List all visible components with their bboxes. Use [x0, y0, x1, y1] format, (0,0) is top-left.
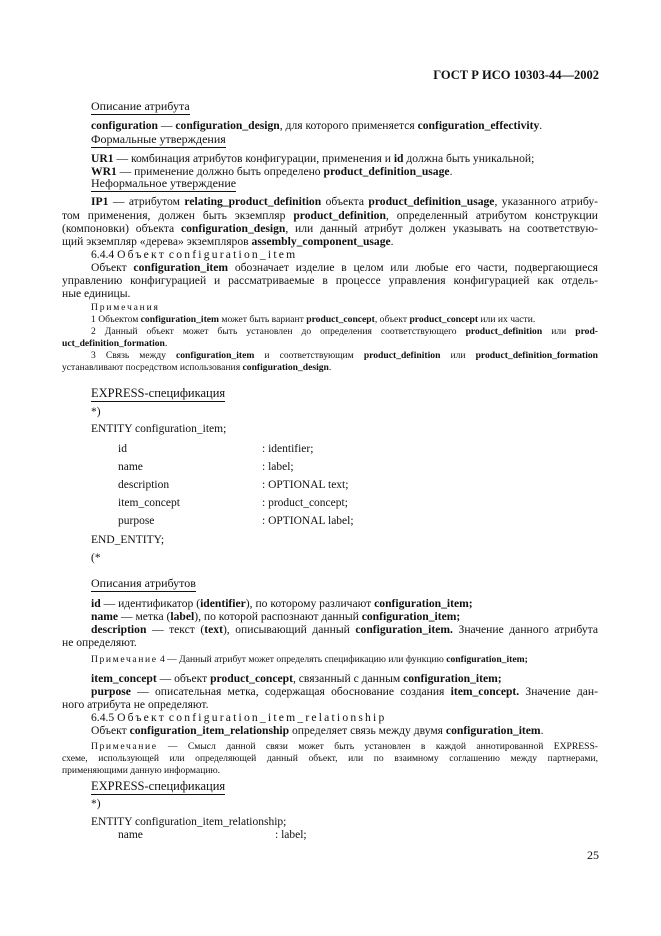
- page-number: 25: [587, 848, 599, 862]
- express-open-comment-2: *): [91, 798, 101, 810]
- attr-type: : OPTIONAL text;: [262, 479, 349, 491]
- notes-title: Примечания: [91, 302, 160, 313]
- attribute-description-title: Описание атрибута: [91, 99, 190, 113]
- ip1-line-3: (компоновки) объекта configuration_design, или данный атрибут должен указывать на соответствую-: [62, 222, 599, 235]
- ur1-line: UR1 — комбинация атрибутов конфигурации, применения и id должна быть уникальной;: [91, 152, 535, 165]
- entity-declaration-2: ENTITY configuration_item_relationship;: [91, 816, 287, 828]
- express-open-comment: *): [91, 406, 101, 418]
- attr-name: item_concept: [118, 497, 180, 509]
- description-description: description — текст (text), описывающий данный configuration_item. Значение данного атрибута: [91, 623, 598, 636]
- name-description: name — метка (label), по которой распознают данный configuration_item;: [91, 610, 461, 623]
- attr-type: : OPTIONAL label;: [262, 515, 354, 527]
- attr-name: purpose: [118, 515, 155, 527]
- informal-proposition-title: Неформальное утверждение: [91, 176, 237, 190]
- description-description-cont: не определяют.: [62, 636, 137, 649]
- relationship-note-line-2: схеме, использующей или определяющей данный объект, или по взаимному соглашению между партнерами,: [62, 753, 598, 764]
- attr-name: name: [118, 829, 143, 841]
- configuration-item-para-line-3: ные единицы.: [62, 287, 131, 300]
- configuration-item-para-line-2: управлению конфигурацией и рассматриваемые в процессе управления конфигурацией как отдель-: [62, 274, 598, 287]
- item-concept-description: item_concept — объект product_concept, связанный с данным configuration_item;: [91, 672, 502, 685]
- wr1-line: WR1 — применение должно быть определено product_definition_usage.: [91, 165, 453, 178]
- attr-type: : identifier;: [262, 443, 314, 455]
- express-spec-title: EXPRESS-спецификация: [91, 386, 226, 400]
- attr-name: name: [118, 461, 143, 473]
- id-description: id — идентификатор (identifier), по которому различают configuration_item;: [91, 597, 473, 610]
- ip1-line-1: IP1 — атрибутом relating_product_definition объекта product_definition_usage, указанного атрибу-: [91, 195, 598, 208]
- purpose-description: purpose — описательная метка, содержащая обоснование создания item_concept. Значение дан-: [91, 685, 598, 698]
- attr-name: description: [118, 479, 170, 491]
- note-4: Примечание 4 — Данный атрибут может определять спецификацию или функцию configuration_item;: [91, 654, 528, 665]
- note-3-line-1: 3 Связь между configuration_item и соответствующим product_definition или product_definition_formation: [91, 350, 598, 361]
- formal-propositions-title: Формальные утверждения: [91, 132, 226, 146]
- note-1: 1 Объектом configuration_item может быть вариант product_concept, объект product_concept или их части.: [91, 314, 536, 325]
- note-3-line-2: устанавливают посредством использования configuration_design.: [62, 362, 332, 373]
- page-header: ГОСТ Р ИСО 10303-44—2002: [433, 68, 599, 82]
- section-heading-6-4-4: 6.4.4 Объект configuration_item: [91, 248, 298, 261]
- purpose-description-cont: ного атрибута не определяют.: [62, 698, 209, 711]
- ip1-line-2: том применения, должен быть экземпляр product_definition, определенный атрибутом конструкции: [62, 209, 598, 222]
- note-2-line-1: 2 Данный объект может быть установлен до определения соответствующего product_definition или prod-: [91, 326, 598, 337]
- attr-type: : product_concept;: [262, 497, 348, 509]
- attr-name: id: [118, 443, 127, 455]
- attr-type: : label;: [262, 461, 294, 473]
- relationship-note-line-1: Примечание — Смысл данной связи может быть установлен в каждой аннотированной EXPRESS-: [91, 741, 598, 752]
- section-heading-6-4-5: 6.4.5 Объект configuration_item_relationship: [91, 711, 387, 724]
- relationship-para: Объект configuration_item_relationship определяет связь между двумя configuration_item.: [91, 724, 544, 737]
- attribute-descriptions-title: Описания атрибутов: [91, 576, 196, 590]
- note-2-line-2: uct_definition_formation.: [62, 338, 168, 349]
- configuration-item-para-line-1: Объект configuration_item обозначает изделие в целом или любые его части, подвергающиеся: [91, 261, 598, 274]
- express-close-comment: (*: [91, 552, 101, 564]
- entity-declaration: ENTITY configuration_item;: [91, 423, 227, 435]
- attribute-description-line: configuration — configuration_design, для которого применяется configuration_effectivity.: [91, 119, 543, 132]
- express-spec-title-2: EXPRESS-спецификация: [91, 779, 226, 793]
- relationship-note-line-3: применяющими данную информацию.: [62, 765, 221, 776]
- end-entity: END_ENTITY;: [91, 534, 165, 546]
- ip1-line-4: щий экземпляр «дерева» экземпляров assembly_component_usage.: [62, 235, 394, 248]
- attr-type: : label;: [275, 829, 307, 841]
